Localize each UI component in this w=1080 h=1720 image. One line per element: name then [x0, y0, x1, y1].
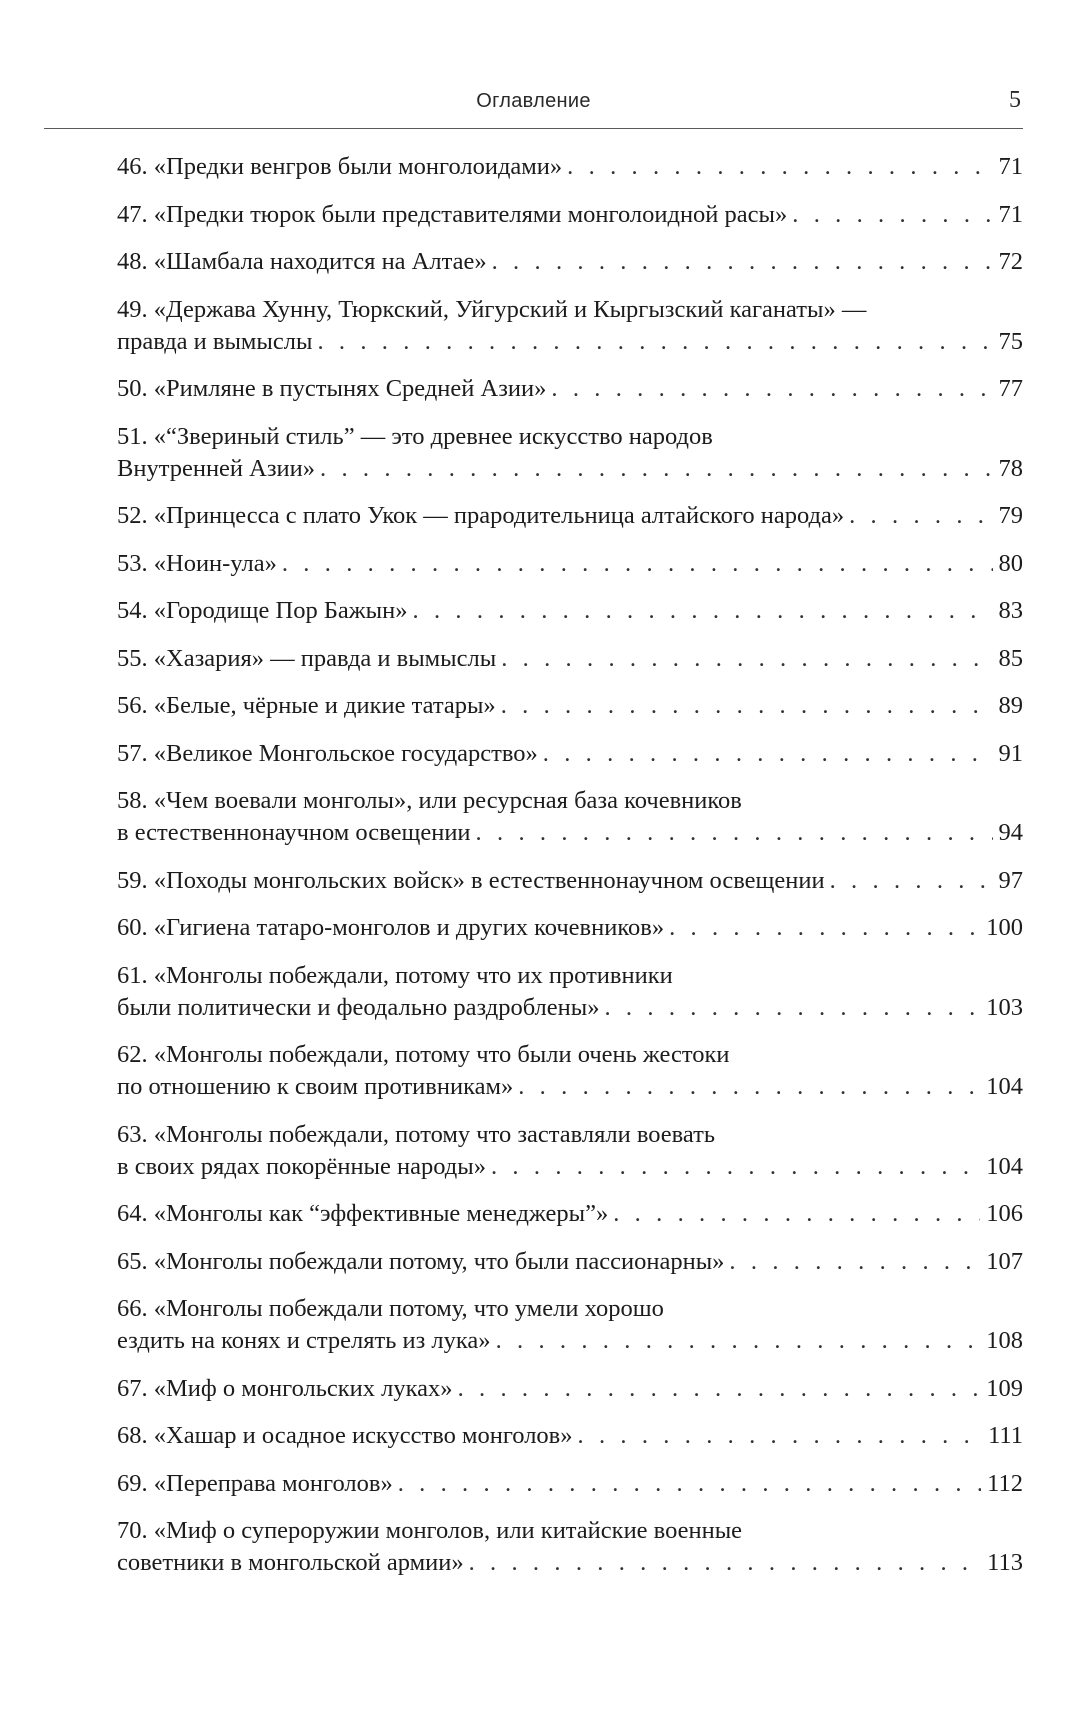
- dot-leader: [567, 151, 992, 183]
- entry-last-line: [117, 738, 1023, 770]
- entry-last-line: [117, 1325, 1023, 1357]
- toc-entry[interactable]: [117, 548, 1023, 596]
- entry-title: 60. «Гигиена татаро-монголов и других кочевников»: [117, 914, 665, 941]
- toc-entry[interactable]: [117, 1373, 1023, 1421]
- entry-last-line: [117, 1468, 1023, 1500]
- entry-last-line: [117, 1246, 1023, 1278]
- toc-entry[interactable]: [117, 1468, 1023, 1516]
- entry-last-line: [117, 595, 1023, 627]
- toc-entry[interactable]: [117, 738, 1023, 786]
- entry-page-number: 113: [987, 1549, 1023, 1576]
- dot-leader: [501, 690, 993, 722]
- dot-leader: [398, 1468, 981, 1500]
- entry-title: 47. «Предки тюрок были представителями монголоидной расы»: [117, 200, 788, 228]
- entry-title: 46. «Предки венгров были монголоидами»: [117, 153, 563, 180]
- entry-page-number: 75: [998, 327, 1023, 355]
- entry-page-number: 104: [986, 1073, 1023, 1100]
- entry-title: 54. «Городище Пор Бажын»: [117, 597, 408, 624]
- entry-title: 65. «Монголы побеждали потому, что были пассионарны»: [117, 1247, 725, 1275]
- entry-title: правда и вымыслы: [117, 327, 313, 355]
- entry-page-number: 100: [986, 914, 1023, 941]
- entry-title-line1: 58. «Чем воевали монголы», или ресурсная база кочевников: [117, 787, 742, 814]
- dot-leader: [543, 738, 993, 770]
- dot-leader: [501, 643, 992, 675]
- entry-page-number: 71: [998, 200, 1023, 228]
- entry-title: в естественнонаучном освещении: [117, 819, 471, 846]
- entry-last-line: [117, 643, 1023, 675]
- entry-page-number: 111: [988, 1422, 1023, 1449]
- entry-title: советники в монгольской армии»: [117, 1549, 464, 1576]
- entry-last-line: [117, 548, 1023, 580]
- entry-title-line1: 63. «Монголы побеждали, потому что заставляли воевать: [117, 1120, 716, 1148]
- entry-page-number: 78: [998, 454, 1023, 482]
- entry-page-number: 85: [998, 644, 1023, 672]
- entry-page-number: 112: [987, 1469, 1023, 1497]
- dot-leader: [469, 1547, 982, 1579]
- entry-last-line: [117, 1151, 1023, 1183]
- dot-leader: [491, 1151, 980, 1183]
- entry-title: 68. «Хашар и осадное искусство монголов»: [117, 1422, 573, 1449]
- entry-title: по отношению к своим противникам»: [117, 1073, 514, 1100]
- toc-entry[interactable]: [117, 500, 1023, 548]
- entry-title: 56. «Белые, чёрные и дикие татары»: [117, 692, 496, 719]
- toc-entry[interactable]: [117, 1039, 1023, 1119]
- page-number: 5: [1009, 87, 1021, 113]
- entry-last-line: [117, 1198, 1023, 1230]
- toc-entry[interactable]: [117, 912, 1023, 960]
- dot-leader: [518, 1071, 980, 1103]
- entry-page-number: 91: [998, 739, 1023, 767]
- dot-leader: [551, 373, 992, 405]
- entry-last-line: [117, 199, 1023, 231]
- toc-entry[interactable]: [117, 643, 1023, 691]
- entry-title: 50. «Римляне в пустынях Средней Азии»: [117, 375, 547, 402]
- entry-title: 52. «Принцесса с плато Укок — прародительница алтайского народа»: [117, 502, 845, 529]
- entry-title-line1: 66. «Монголы побеждали потому, что умели хорошо: [117, 1295, 664, 1322]
- entry-last-line: [117, 453, 1023, 485]
- entry-title: 67. «Миф о монгольских луках»: [117, 1374, 453, 1402]
- running-header: [44, 78, 1023, 129]
- dot-leader: [413, 595, 993, 627]
- entry-title-line1: 49. «Держава Хунну, Тюркский, Уйгурский и Кыргызский каганаты» —: [117, 295, 867, 323]
- dot-leader: [729, 1246, 980, 1278]
- toc-entry[interactable]: [117, 1293, 1023, 1373]
- entry-page-number: 107: [986, 1247, 1023, 1275]
- entry-title: Внутренней Азии»: [117, 454, 316, 482]
- entry-title: 69. «Переправа монголов»: [117, 1469, 393, 1497]
- dot-leader: [613, 1198, 980, 1230]
- entry-last-line: [117, 912, 1023, 944]
- entry-last-line: [117, 326, 1023, 358]
- entry-last-line: [117, 500, 1023, 532]
- entry-title-line1: 70. «Миф о супероружии монголов, или китайские военные: [117, 1517, 743, 1544]
- entry-last-line: [117, 151, 1023, 183]
- dot-leader: [604, 992, 980, 1024]
- entry-title: 48. «Шамбала находится на Алтае»: [117, 248, 487, 275]
- dot-leader: [320, 453, 992, 485]
- entry-title: 55. «Хазария» — правда и вымыслы: [117, 644, 497, 672]
- dot-leader: [492, 246, 993, 278]
- entry-page-number: 108: [986, 1327, 1023, 1354]
- toc-entry[interactable]: [117, 294, 1023, 374]
- entry-last-line: [117, 817, 1023, 849]
- toc-entry[interactable]: [117, 151, 1023, 199]
- entry-title: ездить на конях и стрелять из лука»: [117, 1327, 491, 1354]
- toc-entry[interactable]: [117, 1119, 1023, 1199]
- dot-leader: [830, 865, 993, 897]
- table-of-contents: [117, 151, 1023, 1595]
- entry-page-number: 106: [986, 1200, 1023, 1227]
- entry-page-number: 77: [998, 375, 1023, 402]
- toc-entry[interactable]: [117, 690, 1023, 738]
- entry-last-line: [117, 373, 1023, 405]
- entry-title-line1: 51. «“Звериный стиль” — это древнее искусство народов: [117, 422, 713, 450]
- entry-page-number: 94: [998, 819, 1023, 846]
- dot-leader: [669, 912, 980, 944]
- toc-entry[interactable]: [117, 1198, 1023, 1246]
- toc-entry[interactable]: [117, 246, 1023, 294]
- toc-entry[interactable]: [117, 960, 1023, 1040]
- entry-last-line: [117, 246, 1023, 278]
- entry-last-line: [117, 1420, 1023, 1452]
- toc-entry[interactable]: [117, 199, 1023, 247]
- dot-leader: [317, 326, 992, 358]
- entry-last-line: [117, 690, 1023, 722]
- toc-entry[interactable]: [117, 865, 1023, 913]
- entry-last-line: [117, 1071, 1023, 1103]
- entry-last-line: [117, 865, 1023, 897]
- dot-leader: [476, 817, 993, 849]
- entry-page-number: 71: [998, 153, 1023, 180]
- entry-title: 59. «Походы монгольских войск» в естественнонаучном освещении: [117, 866, 825, 894]
- entry-page-number: 89: [998, 692, 1023, 719]
- toc-entry[interactable]: [117, 1420, 1023, 1468]
- toc-entry[interactable]: [117, 373, 1023, 421]
- header-title: Оглавление: [476, 90, 591, 112]
- toc-entry[interactable]: [117, 595, 1023, 643]
- dot-leader: [578, 1420, 983, 1452]
- dot-leader: [792, 199, 992, 231]
- dot-leader: [496, 1325, 981, 1357]
- entry-title: 53. «Ноин-ула»: [117, 549, 277, 577]
- toc-entry[interactable]: [117, 785, 1023, 865]
- entry-title: в своих рядах покорённые народы»: [117, 1152, 486, 1180]
- entry-title: были политически и феодально раздроблены»: [117, 993, 600, 1021]
- dot-leader: [849, 500, 992, 532]
- entry-page-number: 103: [986, 993, 1023, 1021]
- entry-title: 57. «Великое Монгольское государство»: [117, 739, 538, 767]
- entry-page-number: 109: [986, 1374, 1023, 1402]
- entry-page-number: 104: [986, 1152, 1023, 1180]
- toc-entry[interactable]: [117, 421, 1023, 501]
- toc-entry[interactable]: [117, 1515, 1023, 1595]
- entry-page-number: 97: [998, 866, 1023, 894]
- entry-last-line: [117, 992, 1023, 1024]
- entry-page-number: 79: [998, 502, 1023, 529]
- entry-last-line: [117, 1373, 1023, 1405]
- entry-page-number: 72: [998, 248, 1023, 275]
- entry-page-number: 80: [998, 549, 1023, 577]
- toc-entry[interactable]: [117, 1246, 1023, 1294]
- entry-page-number: 83: [998, 597, 1023, 624]
- entry-title-line1: 62. «Монголы побеждали, потому что были очень жестоки: [117, 1041, 730, 1068]
- entry-title: 64. «Монголы как “эффективные менеджеры”»: [117, 1200, 609, 1227]
- dot-leader: [458, 1373, 981, 1405]
- dot-leader: [282, 548, 993, 580]
- entry-last-line: [117, 1547, 1023, 1579]
- entry-title-line1: 61. «Монголы побеждали, потому что их противники: [117, 961, 673, 989]
